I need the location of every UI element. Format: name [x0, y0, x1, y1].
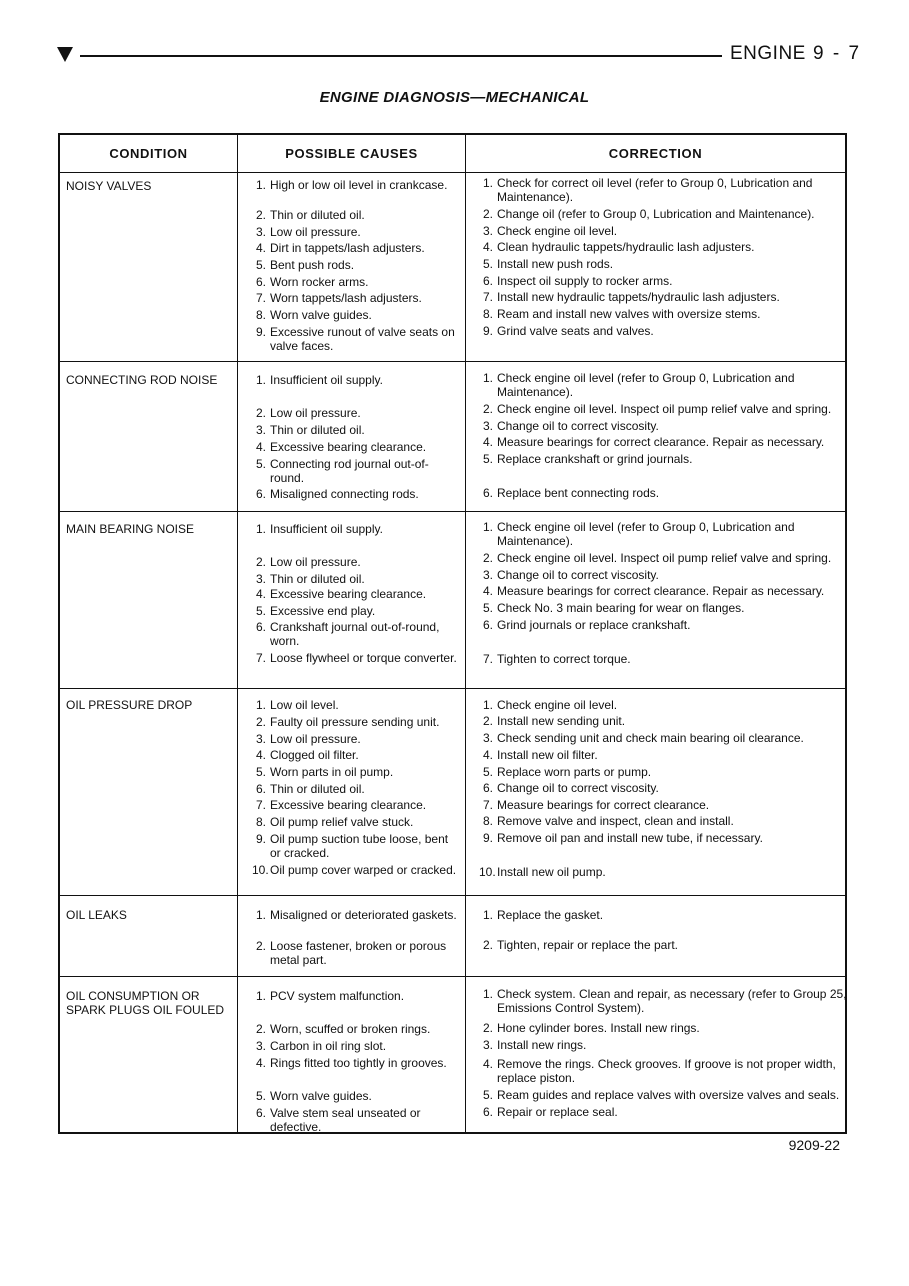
correction-item: 2. Check engine oil level. Inspect oil pump relief valve and spring. [482, 551, 832, 565]
correction-item: 4. Install new oil filter. [482, 748, 598, 762]
cause-item: 4. Dirt in tappets/lash adjusters. [255, 241, 425, 255]
header-page-number: 9 - 7 [813, 43, 862, 64]
column-header-causes: POSSIBLE CAUSES [285, 146, 418, 161]
cause-item: 3. Low oil pressure. [255, 732, 361, 746]
correction-item: 5. Install new push rods. [482, 257, 614, 271]
cause-item: 2. Worn, scuffed or broken rings. [255, 1022, 431, 1036]
cause-item: 1. Misaligned or deteriorated gaskets. [255, 908, 457, 922]
correction-item: 2. Hone cylinder bores. Install new rings. [482, 1021, 700, 1035]
cause-item: 2. Loose fastener, broken or porous metal part. [255, 939, 447, 967]
figure-code: 9209-22 [788, 1137, 840, 1153]
correction-item: 4. Remove the rings. Check grooves. If groove is not proper width, replace piston. [482, 1057, 836, 1085]
correction-item: 5. Ream guides and replace valves with oversize valves and seals. [482, 1088, 840, 1102]
correction-item: 8. Ream and install new valves with oversize stems. [482, 307, 761, 321]
condition-cell: OIL CONSUMPTION OR SPARK PLUGS OIL FOULED [66, 989, 225, 1017]
cause-item: 3. Low oil pressure. [255, 225, 361, 239]
header-rule [80, 55, 722, 57]
correction-item: 3. Check sending unit and check main bearing oil clearance. [482, 731, 804, 745]
correction-item: 5. Replace crankshaft or grind journals. [482, 452, 693, 466]
cause-item: 4. Excessive bearing clearance. [255, 440, 427, 454]
cause-item: 6. Crankshaft journal out-of-round, worn. [255, 620, 440, 648]
cause-item: 8. Oil pump relief valve stuck. [255, 815, 414, 829]
correction-item: 7. Install new hydraulic tappets/hydraulic lash adjusters. [482, 290, 780, 304]
table-row [60, 689, 845, 896]
condition-cell: CONNECTING ROD NOISE [66, 373, 218, 387]
cause-item: 9. Oil pump suction tube loose, bent or cracked. [255, 832, 449, 860]
cause-item: 9. Excessive runout of valve seats on valve faces. [255, 325, 455, 353]
page-title: ENGINE DIAGNOSIS—MECHANICAL [319, 89, 590, 106]
correction-item: 6. Replace bent connecting rods. [482, 486, 660, 500]
correction-item: 1. Replace the gasket. [482, 908, 604, 922]
cause-item: 3. Carbon in oil ring slot. [255, 1039, 387, 1053]
cause-item: 4. Rings fitted too tightly in grooves. [255, 1056, 447, 1070]
correction-item: 1. Check engine oil level (refer to Group 0, Lubrication and Maintenance). [482, 371, 795, 399]
correction-item: 3. Change oil to correct viscosity. [482, 568, 659, 582]
correction-item: 2. Install new sending unit. [482, 714, 626, 728]
cause-item: 6. Misaligned connecting rods. [255, 487, 419, 501]
condition-cell: MAIN BEARING NOISE [66, 522, 195, 536]
correction-item: 6. Repair or replace seal. [482, 1105, 618, 1119]
section-marker-icon [57, 47, 73, 62]
correction-item: 5. Check No. 3 main bearing for wear on flanges. [482, 601, 745, 615]
cause-item: 1. PCV system malfunction. [255, 989, 405, 1003]
correction-item: 4. Clean hydraulic tappets/hydraulic lash adjusters. [482, 240, 755, 254]
condition-cell: OIL PRESSURE DROP [66, 698, 193, 712]
correction-item: 6. Grind journals or replace crankshaft. [482, 618, 691, 632]
correction-item: 7. Tighten to correct torque. [482, 652, 631, 666]
correction-item: 10. Install new oil pump. [479, 865, 606, 879]
correction-item: 1. Check for correct oil level (refer to Group 0, Lubrication and Maintenance). [482, 176, 813, 204]
cause-item: 3. Thin or diluted oil. [255, 572, 365, 586]
cause-item: 3. Thin or diluted oil. [255, 423, 365, 437]
table-row [60, 173, 845, 362]
column-header-condition: CONDITION [109, 146, 188, 161]
correction-item: 2. Check engine oil level. Inspect oil pump relief valve and spring. [482, 402, 832, 416]
correction-item: 1. Check system. Clean and repair, as necessary (refer to Group 25, Emissions Control System). [482, 987, 847, 1015]
table-header-row [60, 135, 845, 173]
cause-item: 5. Connecting rod journal out-of-round. [255, 457, 429, 485]
table-row [60, 512, 845, 689]
correction-item: 6. Change oil to correct viscosity. [482, 781, 659, 795]
correction-item: 2. Tighten, repair or replace the part. [482, 938, 678, 952]
correction-item: 1. Check engine oil level. [482, 698, 618, 712]
correction-item: 5. Replace worn parts or pump. [482, 765, 652, 779]
cause-item: 7. Excessive bearing clearance. [255, 798, 427, 812]
correction-item: 8. Remove valve and inspect, clean and install. [482, 814, 734, 828]
cause-item: 5. Bent push rods. [255, 258, 355, 272]
cause-item: 5. Worn valve guides. [255, 1089, 372, 1103]
cause-item: 4. Clogged oil filter. [255, 748, 359, 762]
correction-item: 4. Measure bearings for correct clearance. Repair as necessary. [482, 584, 825, 598]
correction-item: 3. Check engine oil level. [482, 224, 618, 238]
cause-item: 1. Insufficient oil supply. [255, 522, 383, 536]
condition-cell: OIL LEAKS [66, 908, 127, 922]
cause-item: 1. Insufficient oil supply. [255, 373, 383, 387]
cause-item: 2. Thin or diluted oil. [255, 208, 365, 222]
condition-cell: NOISY VALVES [66, 179, 152, 193]
table-row [60, 362, 845, 512]
cause-item: 4. Excessive bearing clearance. [255, 587, 427, 601]
diagnosis-table [58, 133, 847, 1134]
cause-item: 7. Loose flywheel or torque converter. [255, 651, 457, 665]
cause-item: 5. Excessive end play. [255, 604, 376, 618]
cause-item: 5. Worn parts in oil pump. [255, 765, 394, 779]
correction-item: 7. Measure bearings for correct clearance. [482, 798, 710, 812]
cause-item: 7. Worn tappets/lash adjusters. [255, 291, 422, 305]
cause-item: 6. Worn rocker arms. [255, 275, 369, 289]
correction-item: 3. Install new rings. [482, 1038, 587, 1052]
cause-item: 1. Low oil level. [255, 698, 339, 712]
correction-item: 3. Change oil to correct viscosity. [482, 419, 659, 433]
correction-item: 4. Measure bearings for correct clearance. Repair as necessary. [482, 435, 825, 449]
cause-item: 2. Low oil pressure. [255, 555, 361, 569]
correction-item: 9. Grind valve seats and valves. [482, 324, 654, 338]
cause-item: 2. Faulty oil pressure sending unit. [255, 715, 440, 729]
cause-item: 2. Low oil pressure. [255, 406, 361, 420]
cause-item: 10. Oil pump cover warped or cracked. [252, 863, 457, 877]
correction-item: 9. Remove oil pan and install new tube, if necessary. [482, 831, 763, 845]
correction-item: 6. Inspect oil supply to rocker arms. [482, 274, 673, 288]
cause-item: 6. Valve stem seal unseated or defective. [255, 1106, 421, 1134]
table-row [60, 977, 845, 1134]
correction-item: 2. Change oil (refer to Group 0, Lubrication and Maintenance). [482, 207, 815, 221]
cause-item: 8. Worn valve guides. [255, 308, 372, 322]
correction-item: 1. Check engine oil level (refer to Group 0, Lubrication and Maintenance). [482, 520, 795, 548]
cause-item: 6. Thin or diluted oil. [255, 782, 365, 796]
table-row [60, 896, 845, 977]
column-header-correction: CORRECTION [608, 146, 703, 161]
header-section-title: ENGINE [730, 43, 806, 64]
cause-item: 1. High or low oil level in crankcase. [255, 178, 448, 192]
